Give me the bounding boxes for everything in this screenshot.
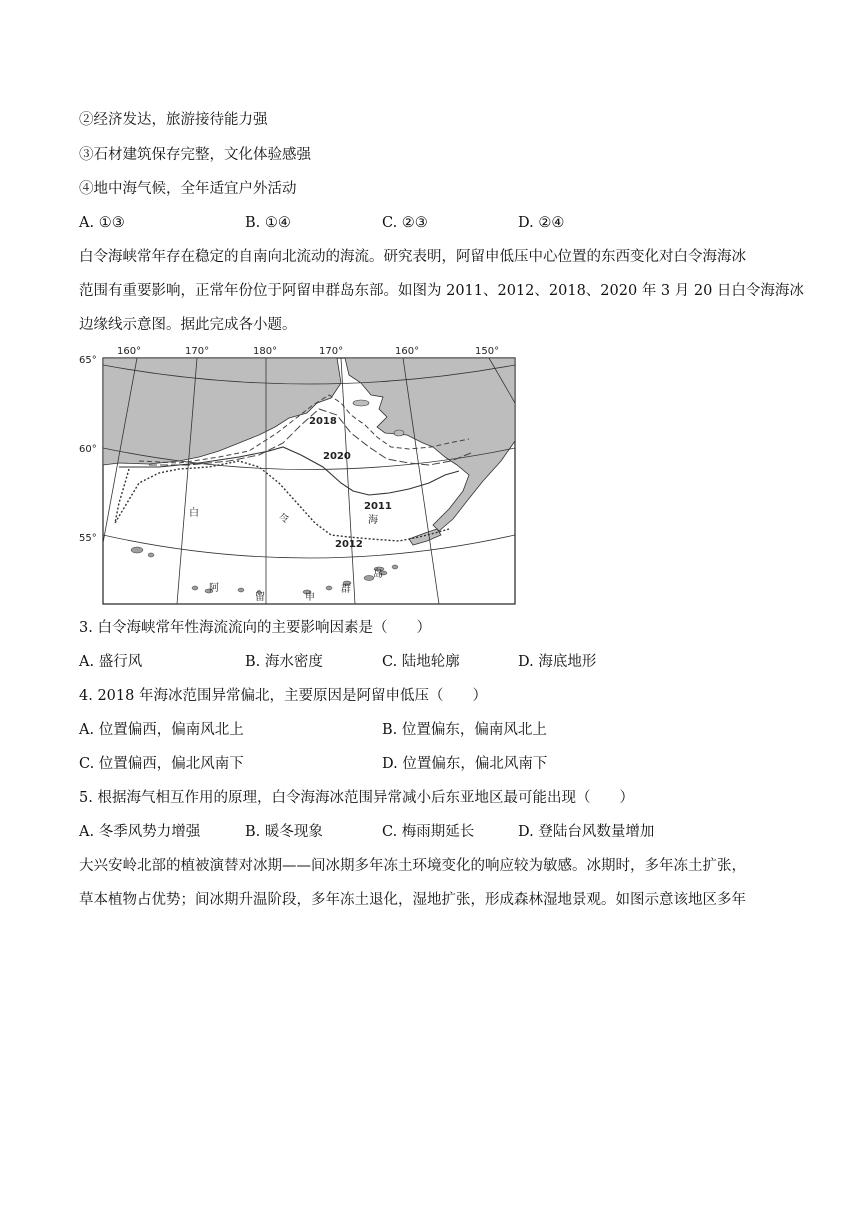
q5-option-c: C. 梅雨期延长 [382, 824, 475, 840]
lat-label: 65° [79, 355, 97, 366]
place-char: 申 [305, 592, 315, 603]
island [353, 400, 369, 406]
q3-option-c: C. 陆地轮廓 [382, 654, 460, 670]
lon-label: 160° [117, 346, 142, 357]
q3-option-a: A. 盛行风 [79, 654, 143, 670]
q2-option-a: A. ①③ [79, 215, 125, 231]
lon-label: 180° [253, 346, 278, 357]
q4-stem: 4. 2018 年海冰范围异常偏北，主要原因是阿留申低压（ ） [79, 688, 487, 704]
q3-stem: 3. 白令海峡常年性海流流向的主要影响因素是（ ） [79, 620, 431, 636]
q4-option-c: C. 位置偏西，偏北风南下 [79, 756, 244, 772]
place-char: 群 [341, 584, 351, 595]
lat-label: 55° [79, 533, 97, 544]
statement-3: ③石材建筑保存完整，文化体验感强 [79, 147, 311, 163]
label-2020: 2020 [323, 451, 351, 462]
passage-line: 范围有重要影响，正常年份位于阿留申群岛东部。如图为 2011、2012、2018、2020 年 3 月 20 日白令海海冰 [79, 283, 804, 299]
q5-option-a: A. 冬季风势力增强 [79, 824, 201, 840]
place-char: 岛 [373, 569, 383, 580]
lon-label: 160° [395, 346, 420, 357]
statement-2: ②经济发达，旅游接待能力强 [79, 112, 268, 128]
label-2018: 2018 [309, 416, 337, 427]
q2-option-c: C. ②③ [382, 215, 428, 231]
lon-label: 170° [185, 346, 210, 357]
place-char: 阿 [209, 583, 219, 594]
island [394, 430, 404, 436]
lon-label: 170° [319, 346, 344, 357]
lon-label: 150° [475, 346, 500, 357]
q5-stem: 5. 根据海气相互作用的原理，白令海海冰范围异常减小后东亚地区最可能出现（ ） [79, 790, 634, 806]
passage-line: 白令海峡常年存在稳定的自南向北流动的海流。研究表明，阿留申低压中心位置的东西变化对白令海海冰 [79, 249, 746, 265]
passage-line: 边缘线示意图。据此完成各小题。 [79, 317, 297, 333]
q2-option-d: D. ②④ [518, 215, 565, 231]
lat-label: 60° [79, 444, 97, 455]
q4-option-d: D. 位置偏东，偏北风南下 [382, 756, 548, 772]
q5-option-b: B. 暖冬现象 [245, 824, 323, 840]
q4-option-b: B. 位置偏东，偏南风北上 [382, 722, 547, 738]
statement-4: ④地中海气候，全年适宜户外活动 [79, 181, 297, 197]
q3-option-d: D. 海底地形 [518, 654, 597, 670]
q4-option-a: A. 位置偏西，偏南风北上 [79, 722, 244, 738]
place-char: 海 [368, 515, 378, 526]
place-char: 令 [279, 514, 289, 525]
label-2011: 2011 [364, 501, 392, 512]
label-2012: 2012 [335, 539, 363, 550]
q5-option-d: D. 登陆台风数量增加 [518, 824, 655, 840]
q2-option-b: B. ①④ [245, 215, 291, 231]
place-char: 留 [255, 592, 265, 603]
q3-option-b: B. 海水密度 [245, 654, 323, 670]
place-char: 白 [189, 508, 199, 519]
passage2-line: 草本植物占优势；间冰期升温阶段，多年冻土退化，湿地扩张，形成森林湿地景观。如图示意该地区多年 [79, 892, 746, 908]
passage2-line: 大兴安岭北部的植被演替对冰期——间冰期多年冻土环境变化的响应较为敏感。冰期时，多年冻土扩张， [79, 858, 746, 874]
bering-sea-ice-map [79, 343, 519, 607]
